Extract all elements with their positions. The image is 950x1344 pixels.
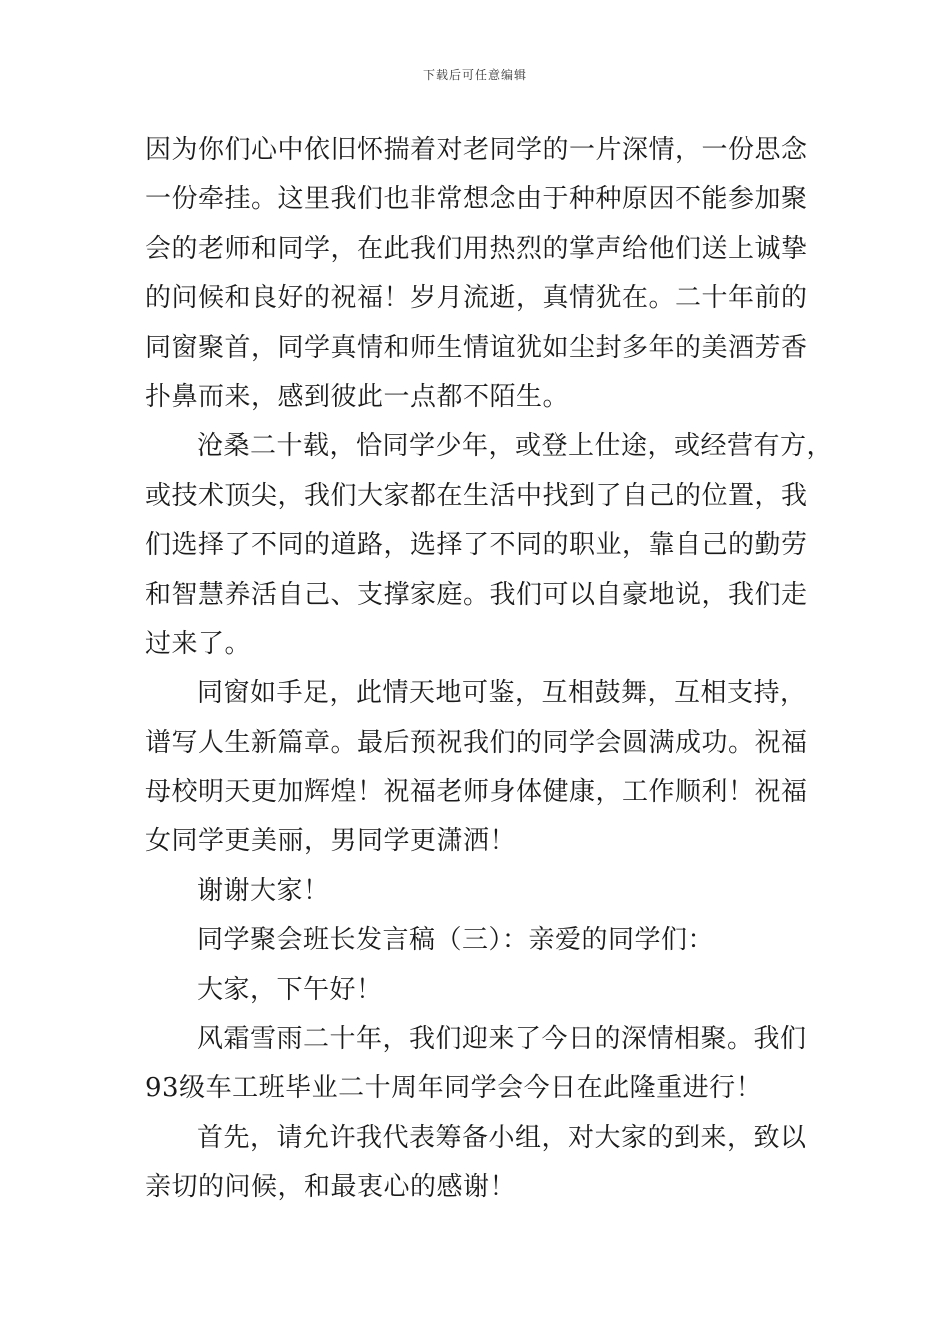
text-line: 因为你们心中依旧怀揣着对老同学的一片深情，一份思念 xyxy=(145,135,808,165)
text-line: 过来了。 xyxy=(145,628,252,659)
paragraph-start-line: 首先，请允许我代表筹备小组，对大家的到来，致以 xyxy=(197,1122,807,1153)
text-line: 和智慧养活自己、支撑家庭。我们可以自豪地说，我们走 xyxy=(145,579,808,610)
text-line: 的问候和良好的祝福！岁月流逝，真情犹在。二十年前的 xyxy=(145,283,808,314)
section-title-line: 同学聚会班长发言稿（三）：亲爱的同学们： xyxy=(197,925,715,956)
text-line: 们选择了不同的道路，选择了不同的职业，靠自己的勤劳 xyxy=(145,530,808,561)
text-line: 会的老师和同学，在此我们用热烈的掌声给他们送上诚挚 xyxy=(145,233,808,264)
text-line: 谱写人生新篇章。最后预祝我们的同学会圆满成功。祝福 xyxy=(145,727,808,758)
text-line: 一份牵挂。这里我们也非常想念由于种种原因不能参加聚 xyxy=(145,184,808,215)
paragraph-start-line: 沧桑二十载，恰同学少年，或登上仕途，或经营有方， xyxy=(197,431,834,462)
paragraph-start-line: 谢谢大家！ xyxy=(197,875,330,906)
text-line: 亲切的问候，和最衷心的感谢！ xyxy=(145,1172,517,1203)
text-line: 93级车工班毕业二十周年同学会今日在此隆重进行！ xyxy=(145,1073,763,1104)
text-line: 同窗聚首，同学真情和师生情谊犹如尘封多年的美酒芳香 xyxy=(145,332,808,363)
paragraph-start-line: 风霜雪雨二十年，我们迎来了今日的深情相聚。我们 xyxy=(197,1024,807,1055)
text-line: 母校明天更加辉煌！祝福老师身体健康，工作顺利！祝福 xyxy=(145,777,808,808)
text-line: 或技术顶尖，我们大家都在生活中找到了自己的位置，我 xyxy=(145,480,808,511)
paragraph-start-line: 同窗如手足，此情天地可鉴，互相鼓舞，互相支持， xyxy=(197,678,807,709)
text-line: 扑鼻而来，感到彼此一点都不陌生。 xyxy=(145,381,570,412)
document-body xyxy=(145,126,834,1213)
text-line: 女同学更美丽，男同学更潇洒！ xyxy=(145,826,517,857)
header-note: 下载后可任意编辑 xyxy=(422,68,527,82)
greeting-line: 大家，下午好！ xyxy=(197,974,383,1005)
